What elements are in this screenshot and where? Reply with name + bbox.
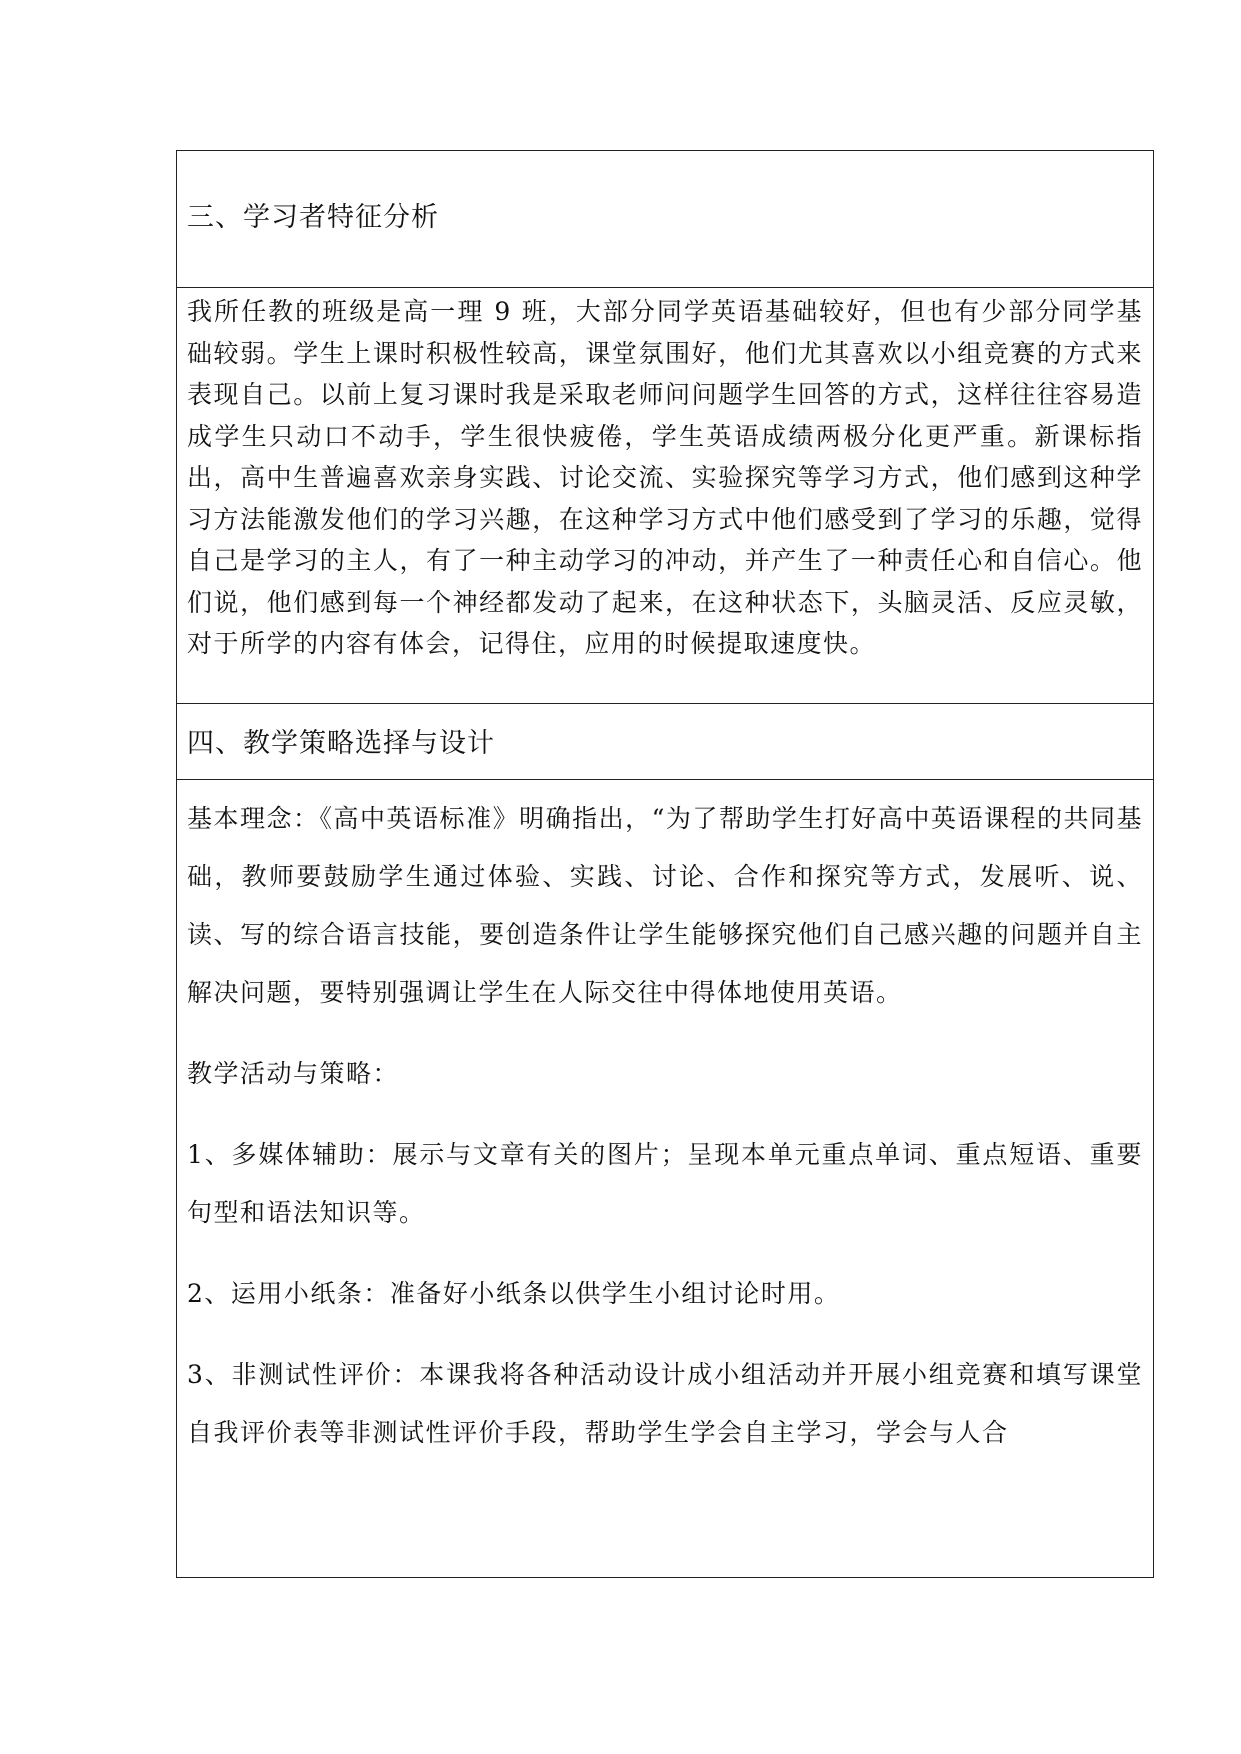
- section-4-heading: 四、教学策略选择与设计: [187, 728, 495, 759]
- section-4-body-cell: [177, 779, 1153, 1577]
- strategy-item-paper-slips: 2、运用小纸条：准备好小纸条以供学生小组讨论时用。: [187, 1279, 841, 1308]
- section-4-heading-cell: [177, 703, 1153, 779]
- basic-concept-paragraph: 基本理念：《高中英语标准》明确指出，“为了帮助学生打好高中英语课程的共同基础，教师要鼓励学生通过体验、实践、讨论、合作和探究等方式，发展听、说、读、写的综合语言技能，要创造条件让学生能够探究他们自己感兴趣的问题并自主解决问题，要特别强调让学生在人际交往中得体地使用英语。: [187, 804, 1143, 1007]
- learner-analysis-paragraph: 我所任教的班级是高一理 9 班，大部分同学英语基础较好，但也有少部分同学基础较弱。学生上课时积极性较高，课堂氛围好，他们尤其喜欢以小组竞赛的方式来表现自己。以前上复习课时我是采取老师问问题学生回答的方式，这样往往容易造成学生只动口不动手，学生很快疲倦，学生英语成绩两极分化更严重。新课标指出，高中生普遍喜欢亲身实践、讨论交流、实验探究等学习方式，他们感到这种学习方法能激发他们的学习兴趣，在这种学习方式中他们感受到了学习的乐趣，觉得自己是学习的主人，有了一种主动学习的冲动，并产生了一种责任心和自信心。他们说，他们感到每一个神经都发动了起来，在这种状态下，头脑灵活、反应灵敏，对于所学的内容有体会，记得住，应用的时候提取速度快。: [187, 297, 1143, 658]
- section-3-heading-cell: [177, 151, 1153, 287]
- strategy-item-multimedia: 1、多媒体辅助：展示与文章有关的图片；呈现本单元重点单词、重点短语、重要句型和语法知识等。: [187, 1140, 1143, 1227]
- lesson-plan-table: [176, 150, 1154, 1578]
- strategy-item-evaluation: 3、非测试性评价：本课我将各种活动设计成小组活动并开展小组竞赛和填写课堂自我评价表等非测试性评价手段，帮助学生学会自主学习，学会与人合: [187, 1360, 1143, 1447]
- section-3-heading: 三、学习者特征分析: [187, 202, 439, 233]
- section-3-body-cell: [177, 287, 1153, 703]
- activities-strategies-label: 教学活动与策略：: [187, 1059, 400, 1088]
